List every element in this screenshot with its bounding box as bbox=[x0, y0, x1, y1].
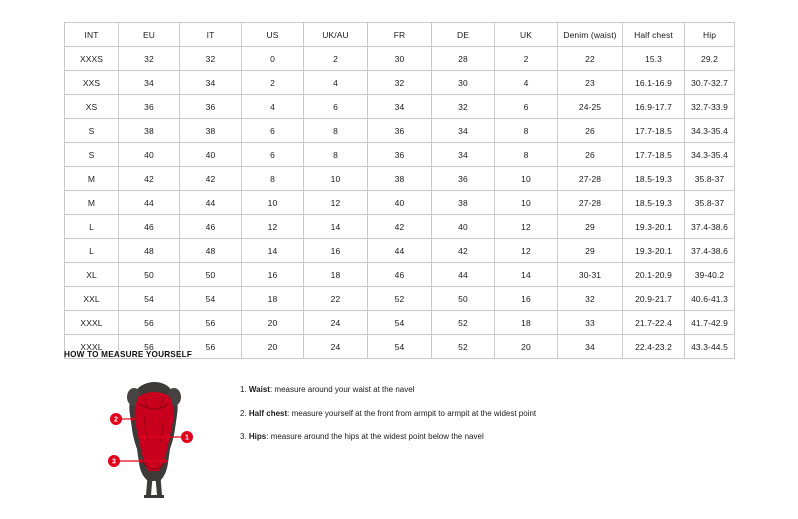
table-cell: 20 bbox=[242, 311, 304, 335]
table-cell: 24-25 bbox=[558, 95, 623, 119]
table-cell: 10 bbox=[242, 191, 304, 215]
table-cell: 36 bbox=[368, 119, 432, 143]
table-cell: 8 bbox=[242, 167, 304, 191]
table-cell: 14 bbox=[495, 263, 558, 287]
table-cell: 26 bbox=[558, 143, 623, 167]
table-cell: 26 bbox=[558, 119, 623, 143]
table-cell: 12 bbox=[242, 215, 304, 239]
table-cell: 10 bbox=[495, 191, 558, 215]
table-cell: L bbox=[65, 239, 119, 263]
table-cell: 18 bbox=[304, 263, 368, 287]
table-row bbox=[65, 119, 735, 143]
table-cell: 30 bbox=[432, 71, 495, 95]
table-cell: 38 bbox=[432, 191, 495, 215]
table-cell: 52 bbox=[432, 311, 495, 335]
note-half-chest-index: 2. bbox=[240, 408, 247, 418]
table-cell: 34 bbox=[432, 143, 495, 167]
table-row bbox=[65, 143, 735, 167]
table-cell: 10 bbox=[495, 167, 558, 191]
table-row bbox=[65, 287, 735, 311]
table-cell: 34.3-35.4 bbox=[685, 119, 735, 143]
table-cell: 8 bbox=[304, 119, 368, 143]
table-cell: 38 bbox=[119, 119, 180, 143]
table-cell: 44 bbox=[180, 191, 242, 215]
table-cell: 46 bbox=[180, 215, 242, 239]
marker-1 bbox=[181, 431, 193, 443]
table-cell: XXXL bbox=[65, 311, 119, 335]
note-waist-term: Waist bbox=[248, 385, 270, 394]
table-cell: 30-31 bbox=[558, 263, 623, 287]
table-cell: L bbox=[65, 215, 119, 239]
measurement-figure bbox=[88, 371, 218, 506]
marker-2-label: 2 bbox=[114, 416, 118, 424]
note-half-chest-term: Half chest bbox=[248, 408, 288, 418]
column-header: Denim (waist) bbox=[558, 23, 623, 47]
table-cell: 40 bbox=[119, 143, 180, 167]
size-chart bbox=[64, 22, 734, 359]
table-cell: 2 bbox=[242, 71, 304, 95]
table-cell: 52 bbox=[432, 335, 495, 359]
table-cell: 28 bbox=[432, 47, 495, 71]
table-cell: XXXL bbox=[65, 335, 119, 359]
table-cell: 33 bbox=[558, 311, 623, 335]
table-row bbox=[65, 239, 735, 263]
table-cell: 40 bbox=[432, 215, 495, 239]
table-cell: 42 bbox=[119, 167, 180, 191]
table-cell: 24 bbox=[304, 335, 368, 359]
table-cell: 32 bbox=[432, 95, 495, 119]
column-header: DE bbox=[432, 23, 495, 47]
table-cell: 40.6-41.3 bbox=[685, 287, 735, 311]
table-cell: 32 bbox=[180, 47, 242, 71]
table-cell: 29.2 bbox=[685, 47, 735, 71]
table-cell: 19.3-20.1 bbox=[623, 239, 685, 263]
table-cell: 52 bbox=[368, 287, 432, 311]
table-row bbox=[65, 215, 735, 239]
column-header: UK/AU bbox=[304, 23, 368, 47]
table-cell: 37.4-38.6 bbox=[685, 239, 735, 263]
table-cell: 22 bbox=[558, 47, 623, 71]
table-cell: 6 bbox=[242, 119, 304, 143]
note-hips-term: Hips bbox=[248, 432, 267, 442]
table-cell: 35.8-37 bbox=[685, 191, 735, 215]
table-cell: 10 bbox=[304, 167, 368, 191]
table-cell: 40 bbox=[368, 191, 432, 215]
table-cell: 42 bbox=[432, 239, 495, 263]
how-to-measure-section bbox=[64, 350, 744, 511]
table-cell: 48 bbox=[119, 239, 180, 263]
table-cell: 43.3-44.5 bbox=[685, 335, 735, 359]
table-cell: 16 bbox=[304, 239, 368, 263]
table-cell: 22.4-23.2 bbox=[623, 335, 685, 359]
table-cell: 2 bbox=[495, 47, 558, 71]
table-cell: 16 bbox=[242, 263, 304, 287]
how-to-measure-body bbox=[64, 371, 744, 511]
table-cell: 36 bbox=[368, 143, 432, 167]
table-cell: 54 bbox=[368, 335, 432, 359]
table-cell: 34 bbox=[368, 95, 432, 119]
table-cell: 56 bbox=[180, 335, 242, 359]
table-cell: 39-40.2 bbox=[685, 263, 735, 287]
note-half-chest bbox=[240, 409, 720, 419]
table-cell: 38 bbox=[180, 119, 242, 143]
table-cell: 37.4-38.6 bbox=[685, 215, 735, 239]
table-cell: 16.1-16.9 bbox=[623, 71, 685, 95]
table-cell: 54 bbox=[119, 287, 180, 311]
table-cell: 32 bbox=[119, 47, 180, 71]
note-hips bbox=[240, 432, 720, 442]
table-cell: 29 bbox=[558, 239, 623, 263]
table-row bbox=[65, 311, 735, 335]
table-cell: 44 bbox=[119, 191, 180, 215]
table-cell: XL bbox=[65, 263, 119, 287]
table-cell: 32 bbox=[368, 71, 432, 95]
table-cell: 30.7-32.7 bbox=[685, 71, 735, 95]
table-row bbox=[65, 191, 735, 215]
table-cell: 6 bbox=[495, 95, 558, 119]
table-cell: 50 bbox=[432, 287, 495, 311]
table-cell: 4 bbox=[304, 71, 368, 95]
table-cell: 35.8-37 bbox=[685, 167, 735, 191]
table-cell: 46 bbox=[368, 263, 432, 287]
column-header: INT bbox=[65, 23, 119, 47]
column-header: FR bbox=[368, 23, 432, 47]
size-table-body bbox=[65, 47, 735, 359]
note-waist bbox=[240, 385, 720, 395]
table-cell: M bbox=[65, 167, 119, 191]
table-cell: 18.5-19.3 bbox=[623, 167, 685, 191]
table-row bbox=[65, 95, 735, 119]
table-cell: 46 bbox=[119, 215, 180, 239]
table-cell: 16.9-17.7 bbox=[623, 95, 685, 119]
size-table-head bbox=[65, 23, 735, 47]
table-cell: 54 bbox=[180, 287, 242, 311]
table-cell: 40 bbox=[180, 143, 242, 167]
how-to-measure-title: HOW TO MEASURE YOURSELF bbox=[64, 350, 193, 359]
table-cell: 20.9-21.7 bbox=[623, 287, 685, 311]
measurement-notes bbox=[240, 385, 720, 456]
table-cell: XXL bbox=[65, 287, 119, 311]
table-cell: 34 bbox=[432, 119, 495, 143]
column-header: IT bbox=[180, 23, 242, 47]
table-row bbox=[65, 167, 735, 191]
table-cell: 22 bbox=[304, 287, 368, 311]
table-cell: 34.3-35.4 bbox=[685, 143, 735, 167]
table-row bbox=[65, 71, 735, 95]
table-cell: 6 bbox=[304, 95, 368, 119]
table-cell: 29 bbox=[558, 215, 623, 239]
table-cell: 6 bbox=[242, 143, 304, 167]
note-waist-text: : measure around your waist at the navel bbox=[269, 385, 415, 394]
table-row bbox=[65, 263, 735, 287]
table-cell: 2 bbox=[304, 47, 368, 71]
table-cell: 41.7-42.9 bbox=[685, 311, 735, 335]
table-cell: 30 bbox=[368, 47, 432, 71]
table-cell: 17.7-18.5 bbox=[623, 119, 685, 143]
table-cell: 24 bbox=[304, 311, 368, 335]
table-cell: 4 bbox=[242, 95, 304, 119]
table-cell: S bbox=[65, 119, 119, 143]
table-cell: 20.1-20.9 bbox=[623, 263, 685, 287]
table-cell: 48 bbox=[180, 239, 242, 263]
table-cell: 34 bbox=[180, 71, 242, 95]
table-cell: 36 bbox=[180, 95, 242, 119]
table-cell: 56 bbox=[180, 311, 242, 335]
marker-2 bbox=[110, 413, 122, 425]
table-cell: 56 bbox=[119, 311, 180, 335]
table-row bbox=[65, 47, 735, 71]
note-hips-text: : measure around the hips at the widest point below the navel bbox=[266, 432, 484, 442]
table-cell: 15.3 bbox=[623, 47, 685, 71]
table-cell: 54 bbox=[368, 311, 432, 335]
table-cell: 8 bbox=[304, 143, 368, 167]
note-waist-index: 1. bbox=[240, 385, 247, 394]
table-cell: 32.7-33.9 bbox=[685, 95, 735, 119]
table-cell: 34 bbox=[119, 71, 180, 95]
table-cell: 36 bbox=[432, 167, 495, 191]
table-cell: 44 bbox=[432, 263, 495, 287]
table-cell: 50 bbox=[180, 263, 242, 287]
table-cell: 12 bbox=[304, 191, 368, 215]
table-cell: 34 bbox=[558, 335, 623, 359]
column-header: UK bbox=[495, 23, 558, 47]
table-header-row bbox=[65, 23, 735, 47]
table-cell: 18.5-19.3 bbox=[623, 191, 685, 215]
table-cell: 36 bbox=[119, 95, 180, 119]
column-header: US bbox=[242, 23, 304, 47]
table-cell: 0 bbox=[242, 47, 304, 71]
table-cell: 27-28 bbox=[558, 167, 623, 191]
marker-1-label: 1 bbox=[185, 434, 189, 442]
size-table bbox=[64, 22, 735, 359]
table-cell: 56 bbox=[119, 335, 180, 359]
table-cell: 18 bbox=[495, 311, 558, 335]
table-cell: 16 bbox=[495, 287, 558, 311]
table-cell: 18 bbox=[242, 287, 304, 311]
table-cell: 32 bbox=[558, 287, 623, 311]
table-cell: 42 bbox=[180, 167, 242, 191]
table-cell: M bbox=[65, 191, 119, 215]
table-cell: 50 bbox=[119, 263, 180, 287]
column-header: EU bbox=[119, 23, 180, 47]
note-half-chest-text: : measure yourself at the front from armpit to armpit at the widest point bbox=[287, 408, 537, 418]
table-cell: XXS bbox=[65, 71, 119, 95]
table-cell: 19.3-20.1 bbox=[623, 215, 685, 239]
table-cell: 27-28 bbox=[558, 191, 623, 215]
note-hips-index: 3. bbox=[240, 432, 247, 442]
table-cell: 20 bbox=[495, 335, 558, 359]
marker-3-label: 3 bbox=[112, 458, 116, 466]
table-cell: 21.7-22.4 bbox=[623, 311, 685, 335]
table-cell: 44 bbox=[368, 239, 432, 263]
mannequin-illustration bbox=[88, 371, 218, 511]
table-cell: 12 bbox=[495, 215, 558, 239]
table-cell: XXXS bbox=[65, 47, 119, 71]
table-cell: 20 bbox=[242, 335, 304, 359]
column-header: Half chest bbox=[623, 23, 685, 47]
table-cell: 17.7-18.5 bbox=[623, 143, 685, 167]
table-cell: 14 bbox=[304, 215, 368, 239]
table-cell: S bbox=[65, 143, 119, 167]
table-cell: XS bbox=[65, 95, 119, 119]
table-cell: 42 bbox=[368, 215, 432, 239]
table-cell: 14 bbox=[242, 239, 304, 263]
table-cell: 12 bbox=[495, 239, 558, 263]
table-cell: 23 bbox=[558, 71, 623, 95]
table-cell: 8 bbox=[495, 119, 558, 143]
marker-3 bbox=[108, 455, 120, 467]
table-cell: 8 bbox=[495, 143, 558, 167]
table-cell: 38 bbox=[368, 167, 432, 191]
column-header: Hip bbox=[685, 23, 735, 47]
table-cell: 4 bbox=[495, 71, 558, 95]
